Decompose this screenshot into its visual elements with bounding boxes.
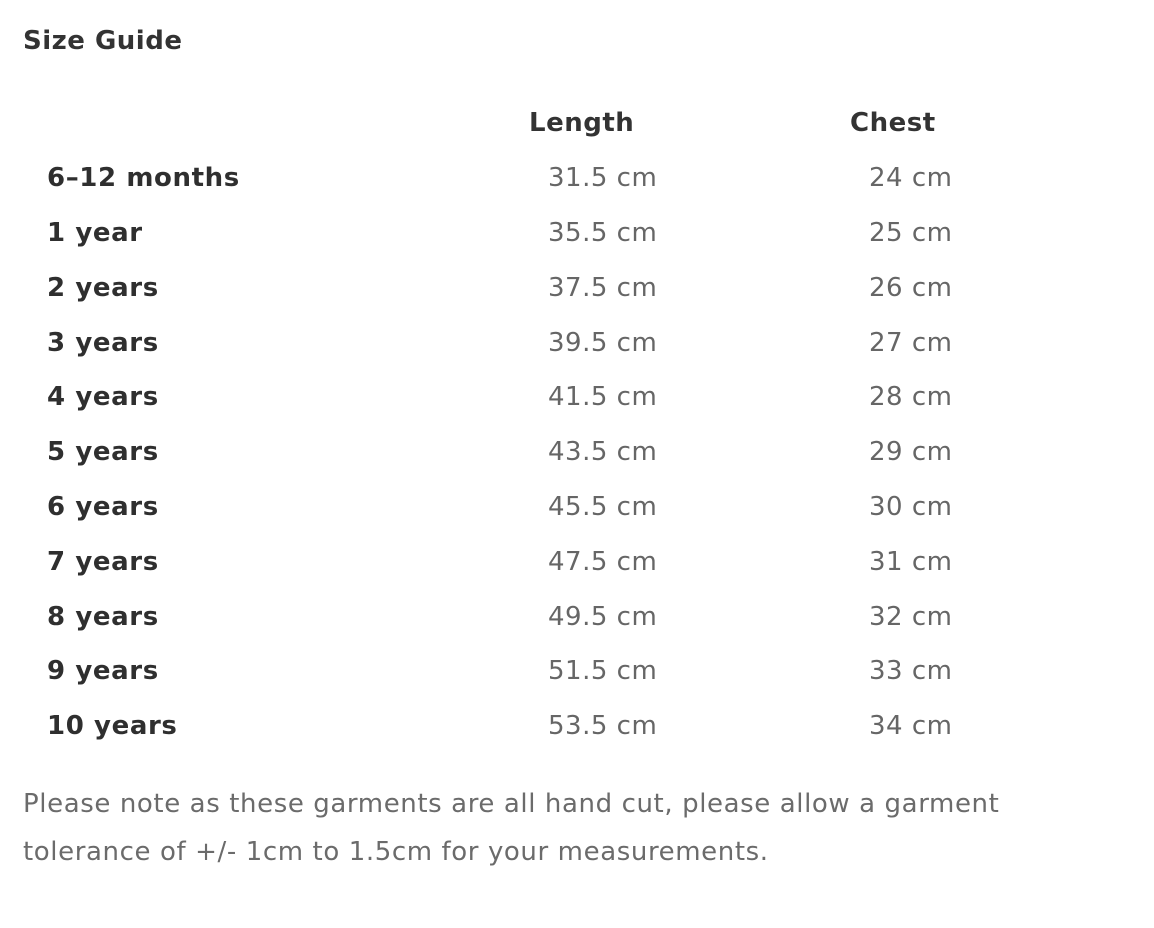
- table-row: [24, 260, 1070, 315]
- table-row: [24, 370, 1070, 425]
- table-row: [24, 206, 1070, 261]
- length-value: 45.5 cm: [548, 491, 658, 522]
- chest-value: 34 cm: [869, 711, 953, 742]
- chest-value: 32 cm: [869, 601, 953, 632]
- table-row: [24, 480, 1070, 535]
- size-label: 5 years: [47, 437, 159, 468]
- size-label: 4 years: [47, 382, 159, 413]
- table-row: [24, 534, 1070, 589]
- table-row: [24, 699, 1070, 754]
- size-guide-table: [24, 96, 1070, 754]
- size-label: 6 years: [47, 491, 159, 522]
- chest-value: 31 cm: [869, 546, 953, 577]
- header-size: [24, 96, 529, 151]
- length-value: 41.5 cm: [548, 382, 658, 413]
- page-title: Size Guide: [23, 26, 183, 56]
- chest-value: 24 cm: [869, 163, 953, 194]
- table-row: [24, 151, 1070, 206]
- length-value: 49.5 cm: [548, 601, 658, 632]
- table-row: [24, 589, 1070, 644]
- length-value: 31.5 cm: [548, 163, 658, 194]
- size-label: 6–12 months: [47, 163, 240, 194]
- length-value: 53.5 cm: [548, 711, 658, 742]
- size-label: 9 years: [47, 656, 159, 687]
- size-label: 8 years: [47, 601, 159, 632]
- table-row: [24, 315, 1070, 370]
- length-value: 43.5 cm: [548, 437, 658, 468]
- table-header-row: [24, 96, 1070, 151]
- chest-value: 28 cm: [869, 382, 953, 413]
- size-label: 10 years: [47, 711, 178, 742]
- header-chest: Chest: [850, 108, 936, 139]
- size-label: 2 years: [47, 272, 159, 303]
- tolerance-note-line-1: Please note as these garments are all hand cut, please allow a garment: [23, 789, 1000, 819]
- chest-value: 25 cm: [869, 217, 953, 248]
- length-value: 51.5 cm: [548, 656, 658, 687]
- chest-value: 29 cm: [869, 437, 953, 468]
- size-label: 3 years: [47, 327, 159, 358]
- length-value: 35.5 cm: [548, 217, 658, 248]
- chest-value: 30 cm: [869, 491, 953, 522]
- header-length: Length: [529, 108, 635, 139]
- tolerance-note-line-2: tolerance of +/- 1cm to 1.5cm for your measurements.: [23, 837, 769, 867]
- size-label: 7 years: [47, 546, 159, 577]
- length-value: 39.5 cm: [548, 327, 658, 358]
- table-row: [24, 644, 1070, 699]
- chest-value: 33 cm: [869, 656, 953, 687]
- length-value: 47.5 cm: [548, 546, 658, 577]
- tolerance-note: [23, 780, 1123, 876]
- chest-value: 27 cm: [869, 327, 953, 358]
- size-label: 1 year: [47, 217, 143, 248]
- length-value: 37.5 cm: [548, 272, 658, 303]
- table-row: [24, 425, 1070, 480]
- chest-value: 26 cm: [869, 272, 953, 303]
